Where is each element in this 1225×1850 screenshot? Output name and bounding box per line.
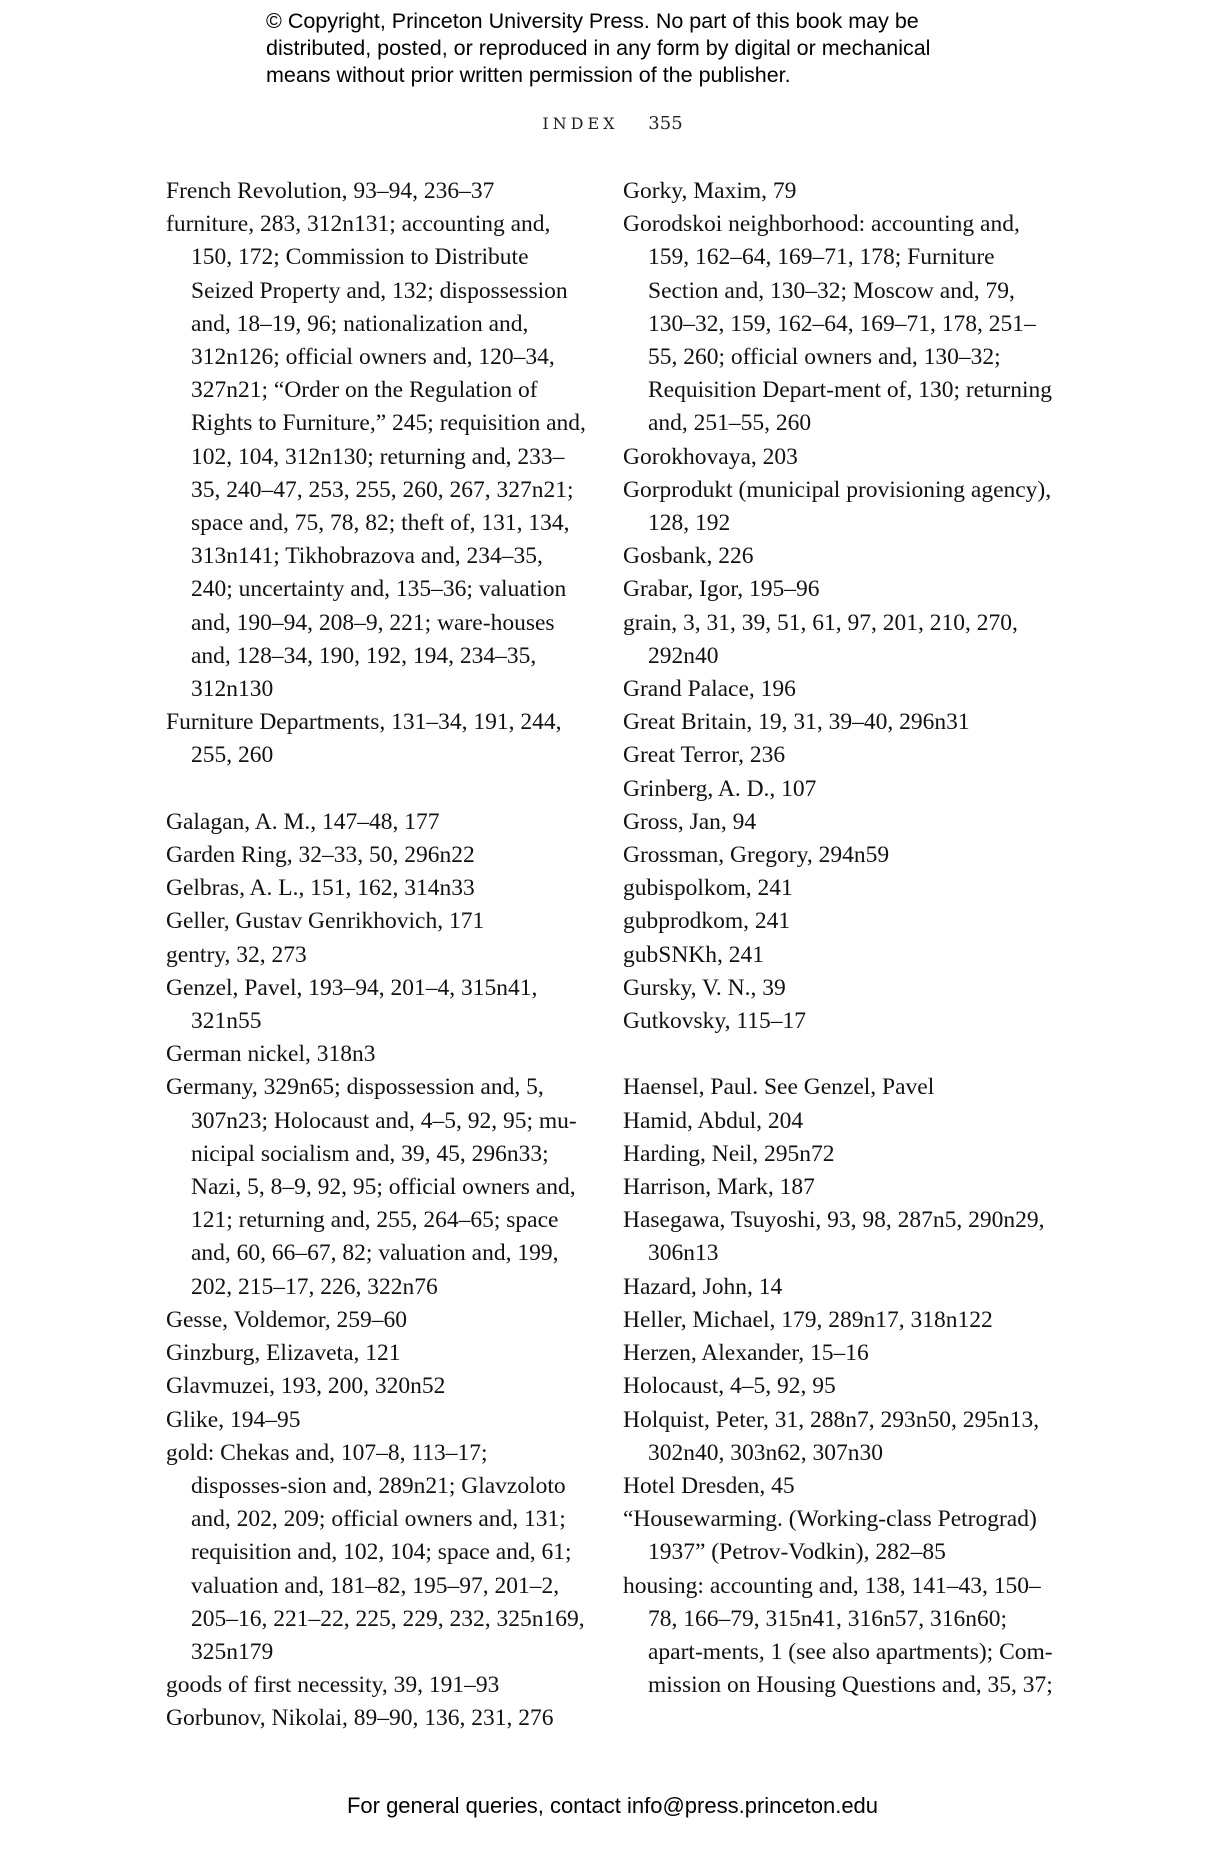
index-entry: Gorokhovaya, 203 [623, 443, 798, 470]
copyright-line-1: © Copyright, Princeton University Press. No part of this book may be [266, 9, 919, 33]
index-column-left [166, 175, 586, 1736]
index-entry: German nickel, 318n3 [166, 1041, 376, 1068]
index-entry: Holocaust, 4–5, 92, 95 [623, 1373, 836, 1400]
index-entry: housing: accounting and, 138, 141–43, 150–78, 166–79, 315n41, 316n57, 316n60; apart-ments, 1 (see also apartments); Com-mission on Housing Questions and, 35, 37; [623, 1572, 1053, 1699]
index-entry: Harrison, Mark, 187 [623, 1174, 815, 1201]
index-entry: Gosbank, 226 [623, 543, 754, 570]
copyright-line-3: means without prior written permission of the publisher. [266, 63, 791, 87]
index-entry: Grinberg, A. D., 107 [623, 775, 817, 802]
index-entry: Geller, Gustav Genrikhovich, 171 [166, 908, 485, 935]
index-entry: Gesse, Voldemor, 259–60 [166, 1306, 408, 1333]
index-entry: Gorbunov, Nikolai, 89–90, 136, 231, 276 [166, 1705, 554, 1732]
copyright-notice [266, 8, 1026, 89]
index-entry: Heller, Michael, 179, 289n17, 318n122 [623, 1306, 993, 1333]
index-entry: Grossman, Gregory, 294n59 [623, 842, 890, 869]
index-entry: “Housewarming. (Working-class Petrograd) 1937” (Petrov-Vodkin), 282–85 [623, 1506, 1037, 1566]
index-entry: Gross, Jan, 94 [623, 808, 757, 835]
index-entry: French Revolution, 93–94, 236–37 [166, 178, 495, 204]
index-entry: Great Britain, 19, 31, 39–40, 296n31 [623, 709, 970, 736]
index-entry: Glavmuzei, 193, 200, 320n52 [166, 1373, 446, 1400]
index-entry: gold: Chekas and, 107–8, 113–17; disposses-sion and, 289n21; Glavzoloto and, 202, 209; official owners and, 131; requisition and, 102, 104; space and, 61; valuation and, 181–82, 195–97, 201–2, 205–16, 221–22, 225, 229, 232, 325n169, 325n179 [166, 1439, 585, 1665]
page-number: 355 [648, 113, 683, 134]
index-entry: Great Terror, 236 [623, 742, 786, 769]
index-entry: Germany, 329n65; dispossession and, 5, 307n23; Holocaust and, 4–5, 92, 95; mu-nicipal socialism and, 39, 45, 296n33; Nazi, 5, 8–9, 92, 95; official owners and, 121; returning and, 255, 264–65; space and, 60, 66–67, 82; valuation and, 199, 202, 215–17, 226, 322n76 [166, 1074, 577, 1300]
index-entry: Furniture Departments, 131–34, 191, 244, 255, 260 [166, 709, 562, 769]
footer-contact: For general queries, contact info@press.princeton.edu [346, 1793, 879, 1818]
index-entry: Glike, 194–95 [166, 1406, 301, 1433]
running-head [0, 113, 1225, 134]
index-entry: gubSNKh, 241 [623, 941, 765, 968]
index-entry: Galagan, A. M., 147–48, 177 [166, 808, 440, 835]
index-entry: Hamid, Abdul, 204 [623, 1107, 804, 1134]
index-entry: Holquist, Peter, 31, 288n7, 293n50, 295n13, 302n40, 303n62, 307n30 [623, 1406, 1040, 1466]
copyright-line-2: distributed, posted, or reproduced in any form by digital or mechanical [266, 36, 931, 60]
index-entry: Gorprodukt (municipal provisioning agency), 128, 192 [623, 476, 1052, 537]
index-entry: Hasegawa, Tsuyoshi, 93, 98, 287n5, 290n29, 306n13 [623, 1207, 1045, 1267]
index-entry: Ginzburg, Elizaveta, 121 [166, 1340, 401, 1367]
index-entry: Genzel, Pavel, 193–94, 201–4, 315n41, 321n55 [166, 974, 538, 1035]
index-column-right [623, 175, 1053, 1702]
section-gap [623, 1038, 1053, 1071]
index-entry: grain, 3, 31, 39, 51, 61, 97, 201, 210, 270, 292n40 [623, 609, 1018, 669]
index-entry: Gutkovsky, 115–17 [623, 1008, 806, 1035]
section-gap [166, 773, 586, 806]
index-entry: Hazard, John, 14 [623, 1273, 783, 1300]
index-entry: Gorodskoi neighborhood: accounting and, 159, 162–64, 169–71, 178; Furniture Section and, 130–32; Moscow and, 79, 130–32, 159, 162–64, 169–71, 178, 251–55, 260; official owners and, 130–32; Requisition Depart-ment of, 130; returning and, 251–55, 260 [623, 211, 1052, 437]
index-entry: Gorky, Maxim, 79 [623, 178, 797, 204]
index-entry: Hotel Dresden, 45 [623, 1472, 795, 1499]
index-entry: gubprodkom, 241 [623, 908, 791, 935]
index-entry: Harding, Neil, 295n72 [623, 1140, 835, 1167]
running-head-label: INDEX [542, 114, 619, 133]
index-entry: gentry, 32, 273 [166, 941, 307, 968]
index-entry: Gursky, V. N., 39 [623, 974, 786, 1001]
index-entry: Garden Ring, 32–33, 50, 296n22 [166, 842, 475, 869]
index-entry: Grabar, Igor, 195–96 [623, 576, 820, 603]
index-entry: gubispolkom, 241 [623, 875, 793, 902]
index-entry: Grand Palace, 196 [623, 676, 796, 703]
index-entry: Haensel, Paul. See Genzel, Pavel [623, 1074, 935, 1101]
index-entry: furniture, 283, 312n131; accounting and, 150, 172; Commission to Distribute Seized Property and, 132; dispossession and, 18–19, 96; nationalization and, 312n126; official owners and, 120–34, 327n21; “Order on the Regulation of Rights to Furniture,” 245; requisition and, 102, 104, 312n130; returning and, 233–35, 240–47, 253, 255, 260, 267, 327n21; space and, 75, 78, 82; theft of, 131, 134, 313n141; Tikhobrazova and, 234–35, 240; uncertainty and, 135–36; valuation and, 190–94, 208–9, 221; ware-houses and, 128–34, 190, 192, 194, 234–35, 312n130 [166, 211, 586, 703]
index-entry: Herzen, Alexander, 15–16 [623, 1340, 869, 1367]
index-entry: goods of first necessity, 39, 191–93 [166, 1672, 500, 1699]
index-entry: Gelbras, A. L., 151, 162, 314n33 [166, 875, 475, 902]
